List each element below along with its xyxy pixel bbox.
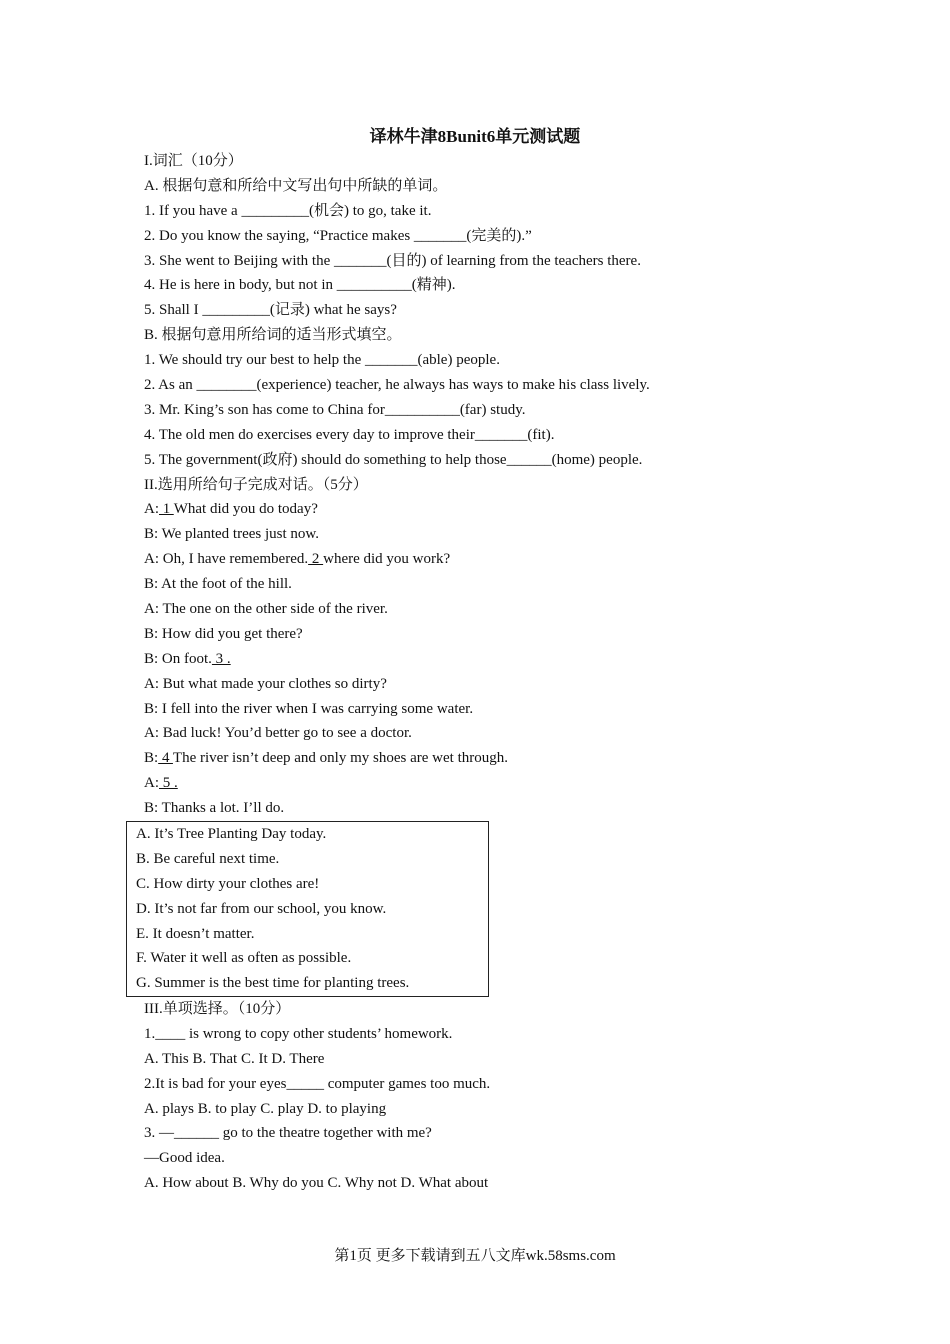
dialogue-blank: 5 . bbox=[159, 775, 178, 792]
dialogue-blank: 1 bbox=[159, 501, 174, 518]
dialogue-line bbox=[144, 622, 864, 647]
dialogue-text: B: bbox=[144, 750, 159, 767]
dialogue-text: A: bbox=[144, 501, 159, 518]
dialogue-text: A: bbox=[144, 775, 159, 792]
dialogue-line bbox=[144, 746, 864, 771]
option-line: B. Be careful next time. bbox=[136, 850, 280, 867]
dialogue-blank: 2 bbox=[308, 551, 324, 568]
page-footer: 第1页 更多下载请到五八文库wk.58sms.com bbox=[334, 1248, 616, 1264]
section-heading: II.选用所给句子完成对话。（5分） bbox=[144, 476, 368, 493]
dialogue-line bbox=[144, 497, 864, 522]
choice-line: A. This B. That C. It D. There bbox=[144, 1050, 325, 1067]
option-line: A. It’s Tree Planting Day today. bbox=[136, 826, 327, 842]
section-multiple-choice bbox=[144, 997, 864, 1196]
dialogue-text: A: But what made your clothes so dirty? bbox=[144, 675, 387, 692]
section-vocabulary bbox=[144, 149, 864, 821]
dialogue-line bbox=[144, 672, 864, 697]
question-line: 3. —______ go to the theatre together with me? bbox=[144, 1125, 432, 1142]
choice-line: A. How about B. Why do you C. Why not D. What about bbox=[144, 1175, 489, 1192]
dialogue-line bbox=[144, 721, 864, 746]
dialogue-line bbox=[144, 522, 864, 547]
section-heading: III.单项选择。（10分） bbox=[144, 1001, 291, 1017]
dialogue-blank: 4 bbox=[158, 750, 173, 767]
dialogue-text: B: On foot. bbox=[144, 650, 212, 667]
part-heading: B. 根据句意用所给词的适当形式填空。 bbox=[144, 327, 402, 344]
question-line: 4. He is here in body, but not in __________(精神). bbox=[144, 277, 456, 294]
dialogue-text: The river isn’t deep and only my shoes are wet through. bbox=[172, 750, 508, 767]
dialogue-text: A: The one on the other side of the river. bbox=[144, 601, 388, 618]
dialogue-text: B: How did you get there? bbox=[144, 625, 303, 642]
dialogue-text: B: Thanks a lot. I’ll do. bbox=[144, 800, 285, 817]
part-heading: A. 根据句意和所给中文写出句中所缺的单词。 bbox=[144, 177, 448, 194]
option-line: C. How dirty your clothes are! bbox=[136, 875, 320, 892]
dialogue-blank: 3 . bbox=[211, 650, 231, 667]
options-box bbox=[126, 821, 489, 997]
document-title: 译林牛津8Bunit6单元测试题 bbox=[369, 127, 581, 146]
question-line: 2.It is bad for your eyes_____ computer games too much. bbox=[144, 1075, 491, 1092]
option-line: D. It’s not far from our school, you know. bbox=[136, 900, 387, 917]
dialogue-text: B: We planted trees just now. bbox=[144, 526, 320, 543]
question-line: 1. We should try our best to help the _______(able) people. bbox=[144, 352, 500, 369]
dialogue-text: What did you do today? bbox=[173, 501, 318, 518]
dialogue-line bbox=[144, 572, 864, 597]
dialogue-line bbox=[144, 771, 864, 796]
option-line: E. It doesn’t matter. bbox=[136, 925, 255, 942]
dialogue-line bbox=[144, 697, 864, 722]
question-line: 2. As an ________(experience) teacher, he always has ways to make his class lively. bbox=[144, 377, 650, 394]
question-line: 5. The government(政府) should do something to help those______(home) people. bbox=[144, 451, 643, 468]
dialogue-line bbox=[144, 597, 864, 622]
dialogue-text: A: Bad luck! You’d better go to see a doctor. bbox=[144, 725, 412, 742]
question-line: 1. If you have a _________(机会) to go, take it. bbox=[144, 202, 432, 219]
dialogue-text: B: I fell into the river when I was carrying some water. bbox=[144, 700, 474, 717]
question-line: 1.____ is wrong to copy other students’ homework. bbox=[144, 1025, 453, 1042]
dialogue-text: where did you work? bbox=[323, 551, 451, 568]
question-line: 3. She went to Beijing with the _______(目的) of learning from the teachers there. bbox=[144, 252, 641, 269]
question-line: —Good idea. bbox=[144, 1150, 225, 1167]
dialogue-line bbox=[144, 796, 864, 821]
option-line: G. Summer is the best time for planting trees. bbox=[136, 975, 410, 992]
choice-line: A. plays B. to play C. play D. to playing bbox=[144, 1100, 387, 1117]
dialogue-text: B: At the foot of the hill. bbox=[144, 576, 292, 593]
dialogue-line bbox=[144, 647, 864, 672]
question-line: 2. Do you know the saying, “Practice makes _______(完美的).” bbox=[144, 227, 532, 244]
question-line: 4. The old men do exercises every day to improve their_______(fit). bbox=[144, 426, 555, 443]
dialogue-line bbox=[144, 547, 864, 572]
question-line: 5. Shall I _________(记录) what he says? bbox=[144, 302, 397, 319]
question-line: 3. Mr. King’s son has come to China for__________(far) study. bbox=[144, 401, 526, 418]
section-heading: I.词汇（10分） bbox=[144, 153, 243, 169]
dialogue-text: A: Oh, I have remembered. bbox=[144, 551, 309, 568]
option-line: F. Water it well as often as possible. bbox=[136, 950, 352, 967]
